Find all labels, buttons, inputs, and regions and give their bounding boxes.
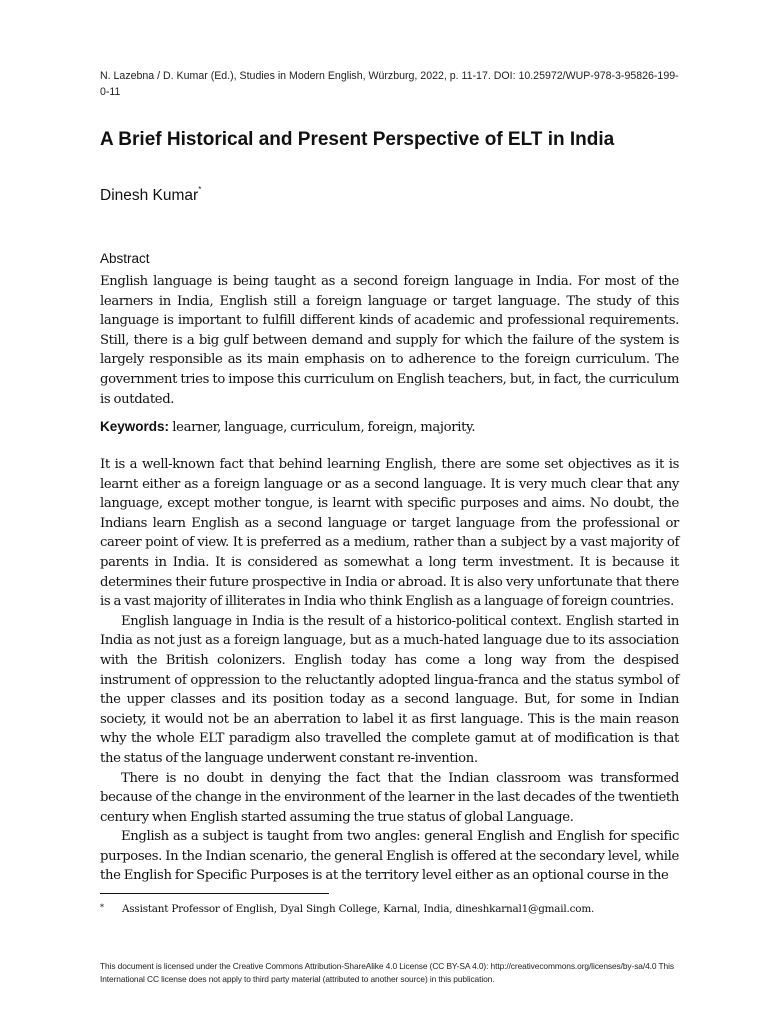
abstract-heading: Abstract (100, 251, 150, 266)
license-notice: This document is licensed under the Creative Commons Attribution-ShareAlike 4.0 License (CC BY-SA 4.0): http://creativecommons.org/licenses/by-sa/4.0 This International CC license does not apply to third party material (attributed to another source) in this publication. (100, 961, 674, 984)
footnote-divider (100, 893, 329, 894)
footnote (100, 903, 700, 915)
author (100, 187, 201, 205)
footnote-marker: * (100, 903, 104, 912)
keywords-list: learner, language, curriculum, foreign, majority. (169, 420, 476, 435)
footnote-text: Assistant Professor of English, Dyal Singh College, Karnal, India, dineshkarnal1@gmail.com. (122, 903, 595, 915)
paragraph: English language in India is the result of a historico-political context. English started in India as not just as a foreign language, but as a much-hated language due to its association with the British colonizers. English today has come a long way from the despised instrument of oppression to the reluctantly adopted lingua-franca and the status symbol of the upper classes and its position today as a second language. But, for some in Indian society, it would not be an aberration to label it as first language. This is the main reason why the whole ELT paradigm also travelled the complete gamut at of modification is that the status of the language underwent constant re-invention. (100, 613, 679, 766)
author-name: Dinesh Kumar (100, 187, 199, 205)
paragraph: English as a subject is taught from two angles: general English and English for specific purposes. In the Indian scenario, the general English is offered at the secondary level, while the English for Specific Purposes is at the territory level either as an optional course in the (100, 829, 679, 884)
keywords-label: Keywords: (100, 419, 170, 434)
author-footnote-marker[interactable]: * (198, 185, 202, 194)
paragraph: It is a well-known fact that behind learning English, there are some set objectives as it is learnt either as a foreign language or as a second language. It is very much clear that any language, except mother tongue, is learnt with specific purposes and aims. No doubt, the Indians learn English as a second language or target language from the professional or career point of view. It is preferred as a medium, rather than a subject by a vast majority of parents in India. It is considered as somewhat a long term investment. It is because it determines their future prospective in India or abroad. It is also very unfortunate that there is a vast majority of illiterates in India who think English as a language of foreign countries. (100, 457, 679, 610)
citation-header: N. Lazebna / D. Kumar (Ed.), Studies in Modern English, Würzburg, 2022, p. 11-17. DOI: 10.25972/WUP-978-3-95826-199-0-11 (100, 70, 679, 98)
keywords (100, 417, 679, 438)
abstract-text: English language is being taught as a second foreign language in India. For most of the learners in India, English still a foreign language or target language. The study of this language is important to fulfill different kinds of academic and professional requirements. Still, there is a big gulf between demand and supply for which the failure of the system is largely responsible as its main emphasis on to adherence to the foreign curriculum. The government tries to impose this curriculum on English teachers, but, in fact, the curriculum is outdated. (100, 274, 679, 407)
body-text (100, 455, 679, 886)
paper-title: A Brief Historical and Present Perspective of ELT in India (100, 129, 615, 150)
paragraph: There is no doubt in denying the fact that the Indian classroom was transformed because of the change in the environment of the learner in the last decades of the twentieth century when English started assuming the true status of global Language. (100, 770, 679, 825)
